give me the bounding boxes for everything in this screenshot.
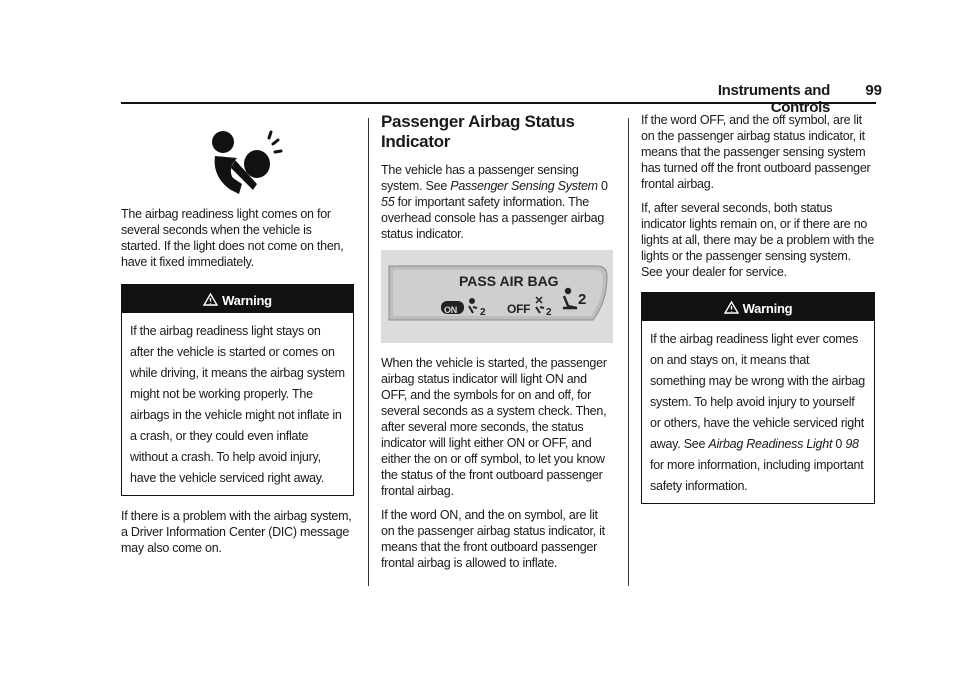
paragraph-text: The vehicle has a passenger sensing system. See xyxy=(381,163,579,193)
dic-message-text: If there is a problem with the airbag system, a Driver Information Center (DIC) message may also come on. xyxy=(121,509,352,555)
column-divider xyxy=(628,118,629,586)
column-right xyxy=(641,112,875,504)
warning-title: Warning xyxy=(742,301,793,316)
column-left xyxy=(121,120,354,564)
warning-triangle-icon xyxy=(724,293,739,323)
page-number: 99 xyxy=(865,82,882,99)
warning-text: If the airbag readiness light stays on after the vehicle is started or comes on while driving, it means the airbag system might not be working properly. The airbags in the vehicle might not inflate in a crash, or they could even inflate without a crash. To help avoid injury, have the vehicle serviced right away. xyxy=(130,324,345,485)
warning-text-start: If the airbag readiness light ever comes on and stays on, it means that something may be wrong with the airbag system. To help avoid injury to yourself or others, have the vehicle serviced right away. See xyxy=(650,332,865,451)
indicator-on-sub: 2 xyxy=(480,307,486,318)
column-middle xyxy=(381,112,614,579)
section-heading: Passenger Airbag Status Indicator xyxy=(381,112,575,151)
indicator-off-sub: 2 xyxy=(546,307,552,318)
section-title: Instruments and Controls xyxy=(717,82,830,116)
passenger-airbag-indicator-image xyxy=(381,250,613,343)
airbag-on-paragraph: If the word ON, and the on symbol, are lit on the passenger airbag status indicator, it means that the front outboard passenger frontal airbag is allowed to inflate. xyxy=(381,508,605,570)
ref-arrow: 0 xyxy=(835,437,843,451)
system-check-paragraph: When the vehicle is started, the passenger airbag status indicator will light ON and OFF, and the symbols for on and off, for several seconds as a system check. Then, after several more seconds, the status indicator will light either ON or OFF, and either the on or off symbol, to let you know the status of the front outboard passenger frontal airbag. xyxy=(381,356,607,498)
warning-header xyxy=(122,285,353,313)
indicator-on-text: ON xyxy=(444,305,457,315)
indicator-off-text: OFF xyxy=(507,302,531,316)
warning-triangle-icon xyxy=(203,285,218,315)
page-ref[interactable]: 55 xyxy=(381,195,395,209)
warning-text xyxy=(642,321,874,503)
warning-header xyxy=(642,293,874,321)
warning-box xyxy=(121,284,354,496)
ref-arrow: 0 xyxy=(601,179,608,193)
airbag-readiness-icon xyxy=(121,120,354,206)
passenger-sensing-paragraph xyxy=(381,162,614,242)
indicator-label: PASS AIR BAG xyxy=(459,273,559,289)
passenger-sensing-link[interactable]: Passenger Sensing System xyxy=(450,179,598,193)
indicator-seat-sub: 2 xyxy=(578,291,587,308)
paragraph-text: for important safety information. The overhead console has a passenger airbag status indicator. xyxy=(381,195,605,241)
warning-text-end: for more information, including important safety information. xyxy=(650,458,864,493)
page-ref[interactable]: 98 xyxy=(845,437,859,451)
column-divider xyxy=(368,118,369,586)
airbag-readiness-intro: The airbag readiness light comes on for several seconds when the vehicle is started. If the light does not come on then, have it fixed immediately. xyxy=(121,207,344,269)
airbag-off-paragraph: If the word OFF, and the off symbol, are lit on the passenger airbag status indicator, it means that the passenger sensing system has turned off the front outboard passenger frontal airbag. xyxy=(641,113,871,191)
warning-title: Warning xyxy=(222,293,272,308)
warning-box xyxy=(641,292,875,504)
airbag-readiness-link[interactable]: Airbag Readiness Light xyxy=(708,437,833,451)
header-rule xyxy=(121,102,876,104)
both-lights-paragraph: If, after several seconds, both status indicator lights remain on, or if there are no lights at all, there may be a problem with the lights or the passenger sensing system. See your dealer for service. xyxy=(641,201,875,279)
